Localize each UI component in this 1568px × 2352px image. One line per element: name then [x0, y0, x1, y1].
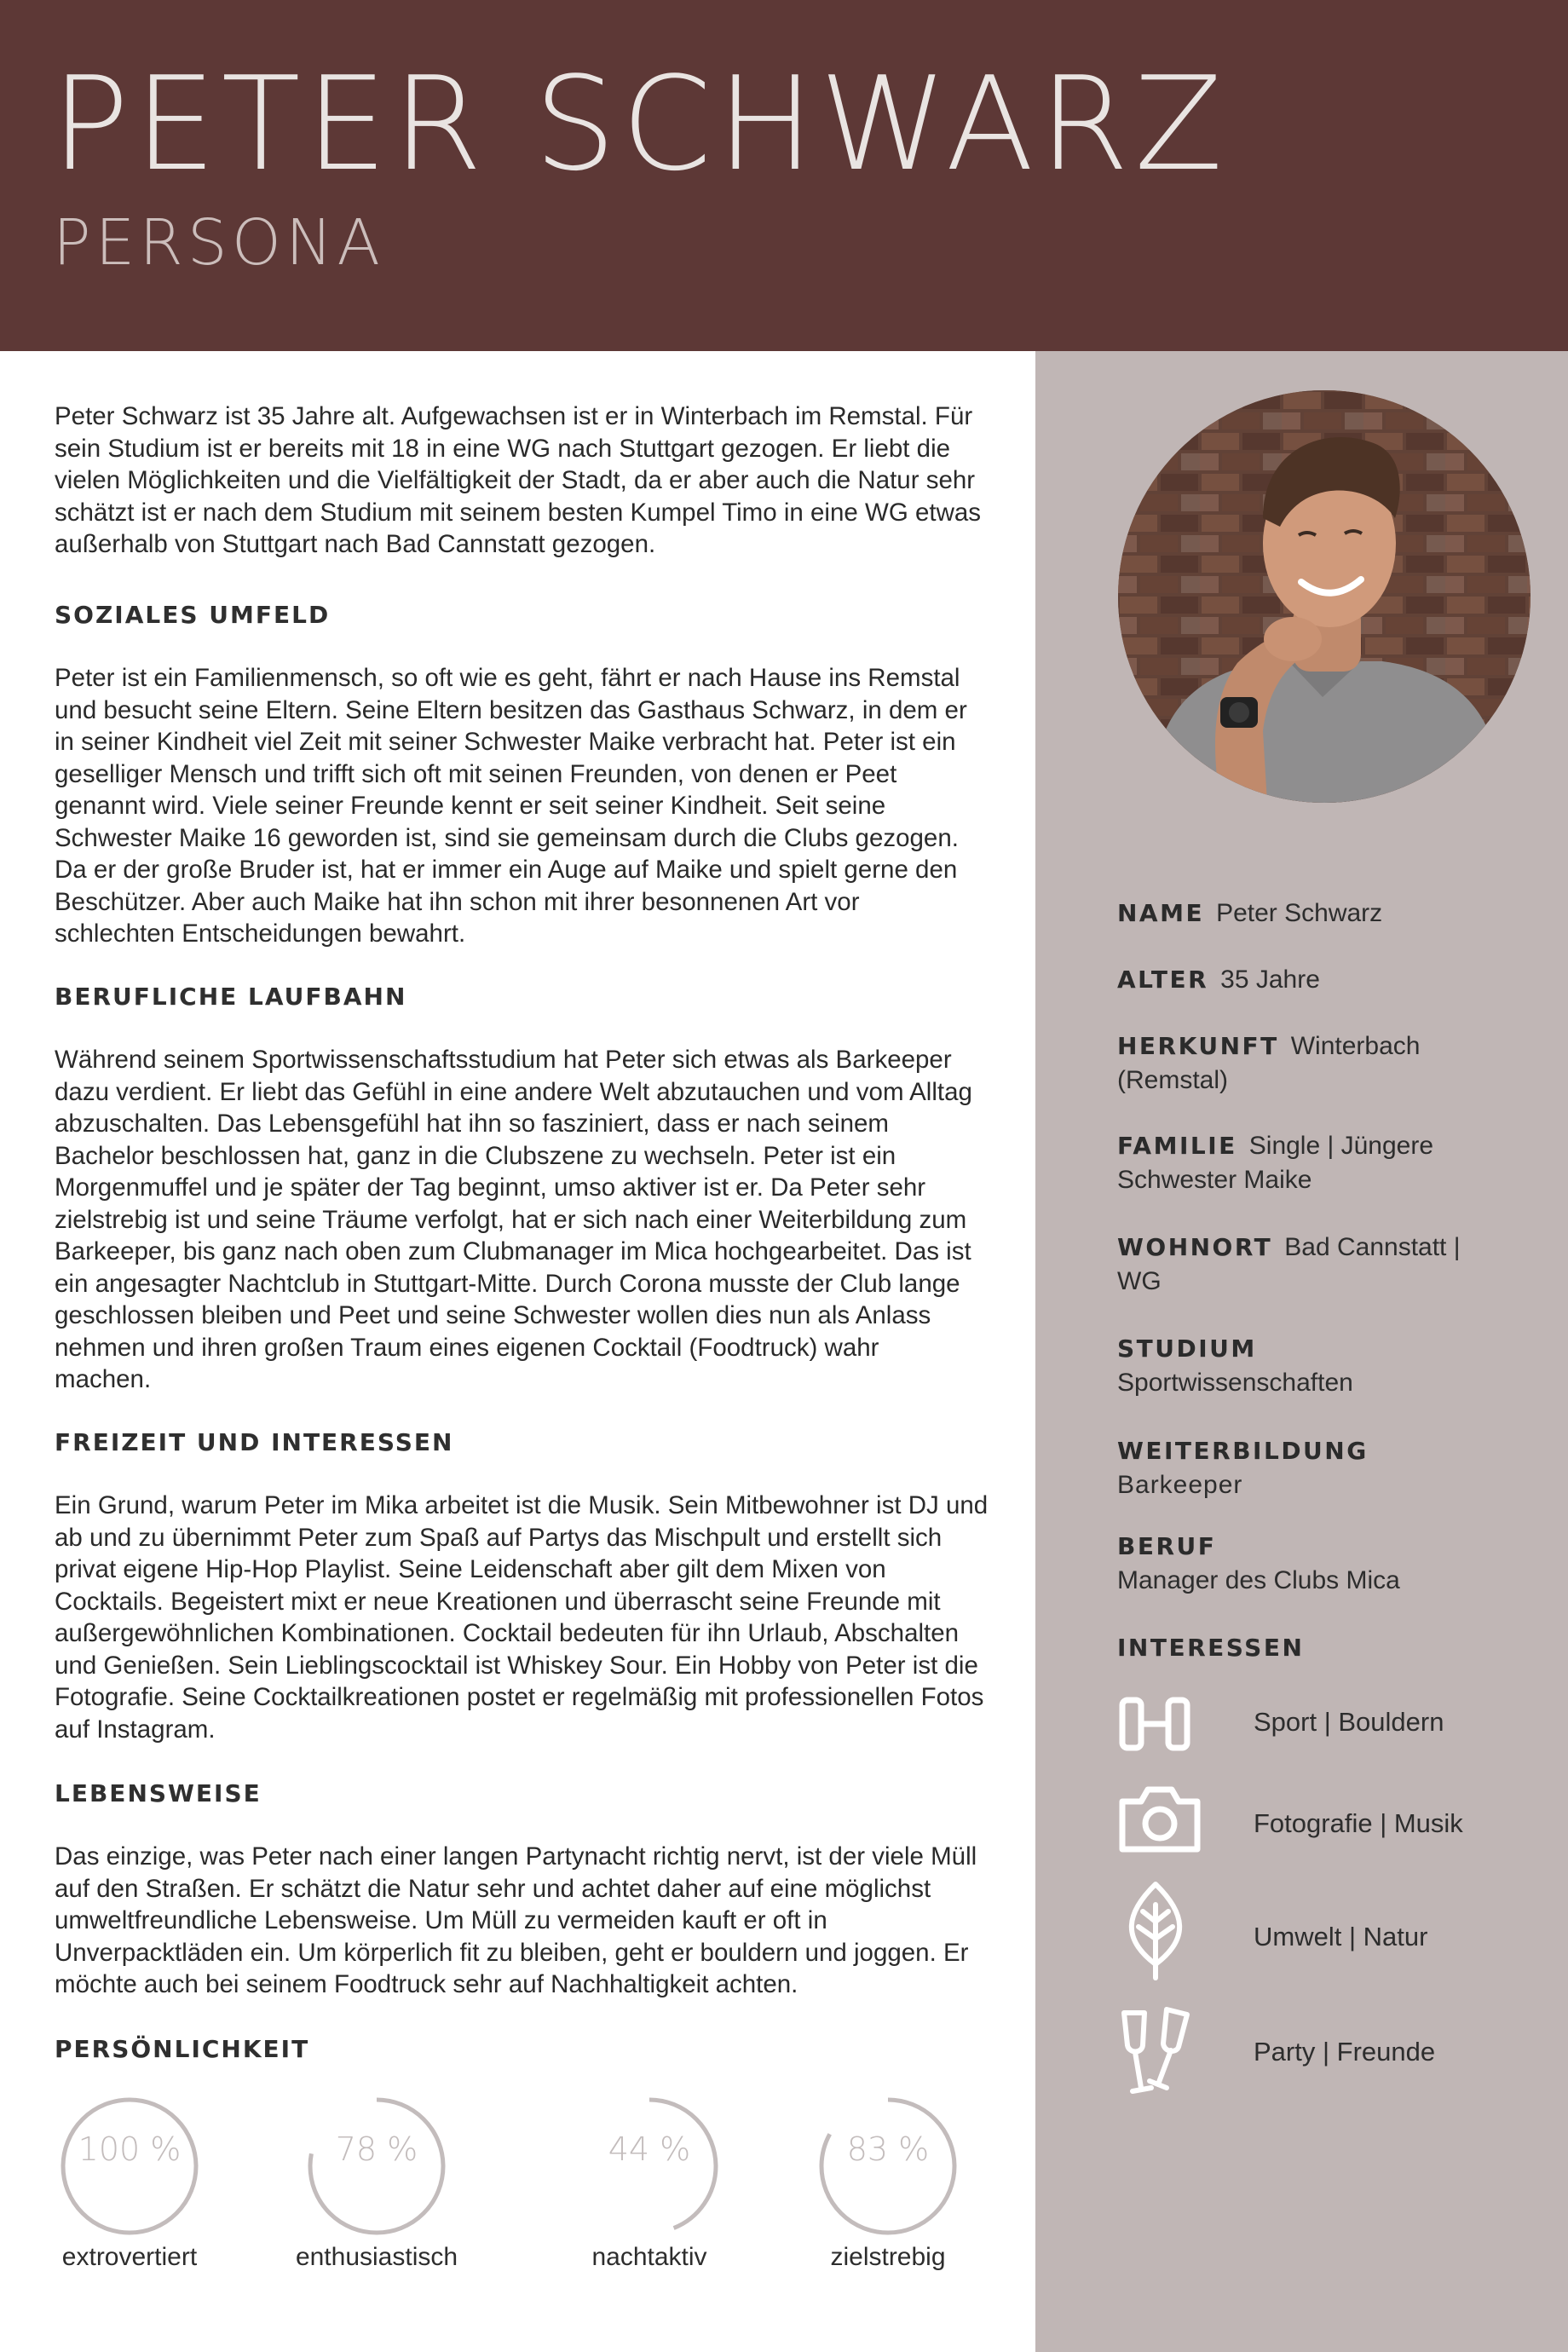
- fact-herkunft: [1117, 1029, 1484, 1098]
- portrait-illustration: [1118, 390, 1531, 803]
- fact-value: Bad Cannstatt | WG: [1117, 1233, 1461, 1295]
- section-text-soziales-umfeld: Peter ist ein Familienmensch, so oft wie es geht, fährt er nach Hause ins Remstal und besucht seine Eltern. Seine Eltern besitzen das Gasthaus Schwarz, in dem er in seiner Kindheit viel Zeit mit seiner Schwester Maike verbracht hat. Peter ist ein geselliger Mensch und trifft sich oft mit seinen Freunden, von denen er Peet genannt wird. Viele seiner Freunde kennt er seit seiner Kindheit. Seit seine Schwester Maike 16 geworden ist, sind sie gemeinsam durch die Clubs gezogen. Da er der große Bruder ist, hat er immer ein Auge auf Maike und spielt gerne den Beschützer. Aber auch Maike hat ihn schon mit ihrer besonnenen Art vor schlechten Entscheidungen bewahrt.: [55, 664, 967, 948]
- fact-value: Winterbach (Remstal): [1117, 1032, 1421, 1094]
- fact-familie: [1117, 1129, 1458, 1197]
- fact-value: Single | Jüngere Schwester Maike: [1117, 1132, 1434, 1194]
- fact-label: HERKUNFT: [1117, 1032, 1279, 1060]
- camera-icon: [1117, 1781, 1202, 1858]
- section-title-freizeit: FREIZEIT UND INTERESSEN: [55, 1428, 454, 1456]
- fact-label: BERUF: [1117, 1532, 1217, 1560]
- section-text-berufliche-laufbahn: Während seinem Sportwissenschaftsstudium hat Peter sich etwas als Barkeeper dazu verdient. Er liebt das Gefühl in eine andere Welt abzutauchen und vom Alltag abzuschalten. Das Lebensgefühl hat ihn so fasziniert, dass er nach seinem Bachelor beschlossen hat, ganz in die Clubszene zu wechseln. Peter ist ein Morgenmuffel und je später der Tag beginnt, umso aktiver ist er. Da Peter sehr zielstrebig ist und seine Träume verfolgt, hat er sich nach einer Weiterbildung zum Barkeeper, bis ganz nach oben zum Clubmanager im Mica hochgearbeitet. Das ist ein angesagter Nachtclub in Stuttgart-Mitte. Durch Corona musste der Club lange geschlossen bleiben und Peet und seine Schwester wollen dies nun als Anlass nehmen und ihren großen Traum eines eigenen Cocktail (Foodtruck) wahr machen.: [55, 1046, 972, 1393]
- dumbbell-icon: [1117, 1692, 1194, 1760]
- gauge-percent: 83 %: [846, 2130, 930, 2168]
- section-title-lebensweise: LEBENSWEISE: [55, 1779, 262, 1807]
- fact-studium: [1117, 1332, 1543, 1400]
- section-title-soziales-umfeld: SOZIALES UMFELD: [55, 601, 331, 629]
- interest-party: [1117, 2003, 1543, 2105]
- fact-label: FAMILIE: [1117, 1132, 1237, 1160]
- section-title-persoenlichkeit: PERSÖNLICHKEIT: [55, 2035, 310, 2063]
- fact-alter: [1117, 963, 1543, 997]
- gauge-label: nachtaktiv: [591, 2243, 707, 2271]
- gauge-percent: 100 %: [78, 2130, 182, 2168]
- interests-title: INTERESSEN: [1117, 1634, 1305, 1662]
- gauge-label: enthusiastisch: [295, 2243, 458, 2271]
- section-title-berufliche-laufbahn: BERUFLICHE LAUFBAHN: [55, 983, 407, 1011]
- fact-name: [1117, 896, 1543, 931]
- interests-heading: [1117, 1631, 1543, 1665]
- gauge-percent: 78 %: [335, 2130, 418, 2168]
- champagne-glasses-icon: [1117, 2003, 1194, 2105]
- fact-label: WOHNORT: [1117, 1233, 1273, 1261]
- fact-label: NAME: [1117, 899, 1205, 927]
- fact-label: WEITERBILDUNG: [1117, 1437, 1369, 1465]
- persona-subtitle: PERSONA: [53, 206, 384, 280]
- gauge-percent: 44 %: [608, 2130, 691, 2168]
- interest-label: Umwelt | Natur: [1254, 1922, 1428, 1951]
- section-text-lebensweise: Das einzige, was Peter nach einer langen Partynacht richtig nervt, ist der viele Müll auf den Straßen. Er schätzt die Natur sehr und achtet daher auf eine möglichst umweltfreundliche Lebensweise. Um Müll zu vermeiden kauft er oft in Unverpacktläden ein. Um körperlich fit zu bleiben, geht er bouldern und joggen. Er möchte auch bei seinem Foodtruck sehr auf Nachhaltigkeit achten.: [55, 1842, 977, 1998]
- fact-label: STUDIUM: [1117, 1335, 1257, 1363]
- section-text-freizeit: Ein Grund, warum Peter im Mika arbeitet ist die Musik. Sein Mitbewohner ist DJ und ab und zu übernimmt Peter zum Spaß auf Partys das Mischpult und erstellt sich privat eigene Hip-Hop Playlist. Seine Leidenschaft aber gilt dem Mixen von Cocktails. Begeistert mixt er neue Kreationen und überrascht seine Freunde mit außergewöhnlichen Kombinationen. Cocktail bedeuten für ihn Urlaub, Abschalten und Genießen. Sein Lieblingscocktail ist Whiskey Sour. Ein Hobby von Peter ist die Fotografie. Seine Cocktailkreationen postet er regelmäßig mit professionellen Fotos auf Instagram.: [55, 1491, 989, 1744]
- persona-name-title: PETER SCHWARZ: [51, 49, 1229, 199]
- fact-value: Sportwissenschaften: [1117, 1369, 1353, 1397]
- header-banner: [0, 0, 1568, 351]
- interest-label: Fotografie | Musik: [1254, 1808, 1463, 1838]
- main-content: [55, 401, 1009, 561]
- intro-text: Peter Schwarz ist 35 Jahre alt. Aufgewachsen ist er in Winterbach im Remstal. Für sein Studium ist er bereits mit 18 in eine WG nach Stuttgart gezogen. Er liebt die vielen Möglichkeiten und die Vielfältigkeit der Stadt, da er aber auch die Natur sehr schätzt ist er nach dem Studium mit seinem besten Kumpel Timo in eine WG etwas außerhalb von Stuttgart nach Bad Cannstatt gezogen.: [55, 402, 982, 558]
- fact-wohnort: [1117, 1231, 1501, 1299]
- fact-value: Manager des Clubs Mica: [1117, 1566, 1400, 1594]
- interest-label: Sport | Bouldern: [1254, 1707, 1444, 1737]
- interest-label: Party | Freunde: [1254, 2037, 1436, 2067]
- fact-label: ALTER: [1117, 966, 1209, 994]
- fact-weiterbildung: [1117, 1434, 1543, 1502]
- avatar-photo: [1118, 390, 1531, 803]
- gauge-label: extrovertiert: [61, 2243, 198, 2271]
- fact-value: 35 Jahre: [1220, 966, 1320, 994]
- interest-umwelt: [1117, 1879, 1543, 1981]
- leaf-icon: [1117, 1879, 1194, 1981]
- fact-beruf: [1117, 1530, 1543, 1598]
- fact-value: Barkeeper: [1117, 1471, 1243, 1499]
- interest-fotografie: [1117, 1781, 1543, 1858]
- fact-value: Peter Schwarz: [1216, 899, 1383, 927]
- interest-sport: [1117, 1692, 1543, 1768]
- gauge-label: zielstrebig: [830, 2243, 946, 2271]
